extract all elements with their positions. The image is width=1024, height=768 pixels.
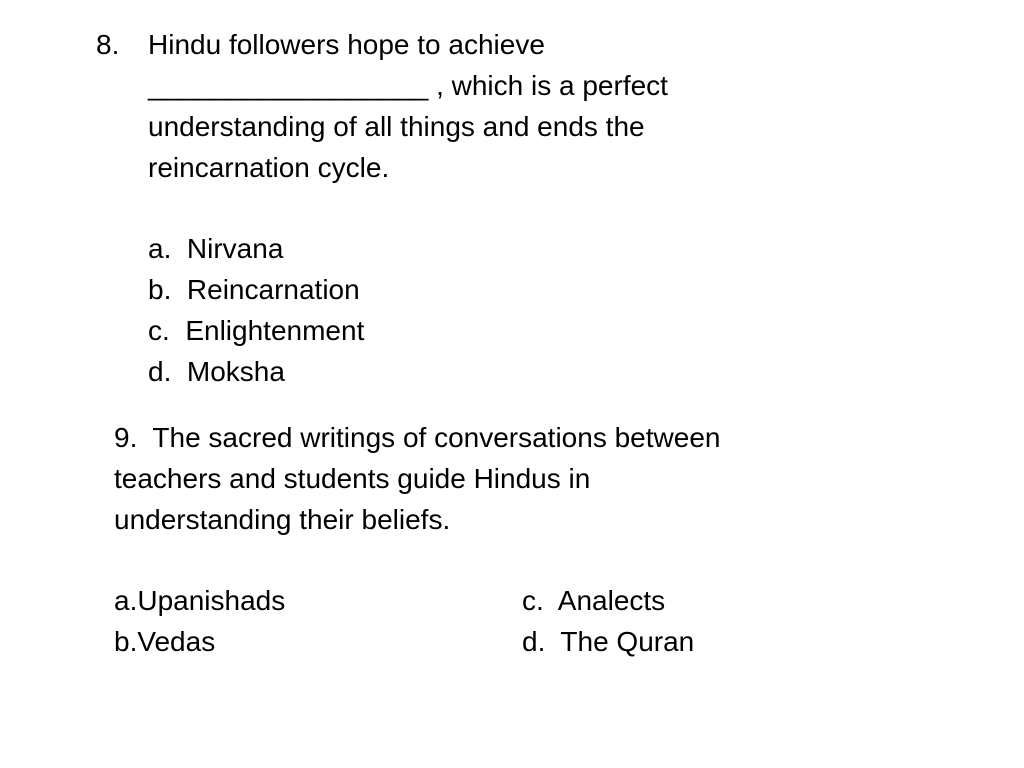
question-8-option-d: d. Moksha — [148, 356, 285, 387]
question-9-option-b: b.Vedas — [114, 626, 216, 657]
question-8-line-3: understanding of all things and ends the — [148, 111, 645, 142]
question-9-line-2: teachers and students guide Hindus in — [114, 463, 591, 494]
question-9-line-1: 9. The sacred writings of conversations between — [114, 422, 721, 453]
question-9-option-d: d. The Quran — [522, 626, 695, 657]
question-8-option-c: c. Enlightenment — [148, 315, 365, 346]
question-9-line-3: understanding their beliefs. — [114, 504, 451, 535]
question-8-option-b: b. Reincarnation — [148, 274, 360, 305]
question-8-line-2: __________________ , which is a perfect — [148, 70, 668, 101]
question-9-option-a: a.Upanishads — [114, 585, 286, 616]
question-9-option-c: c. Analects — [522, 585, 666, 616]
question-8-number: 8. — [96, 29, 120, 60]
question-8-option-a: a. Nirvana — [148, 233, 284, 264]
question-8-line-4: reincarnation cycle. — [148, 152, 390, 183]
question-8-line-1: Hindu followers hope to achieve — [148, 29, 545, 60]
